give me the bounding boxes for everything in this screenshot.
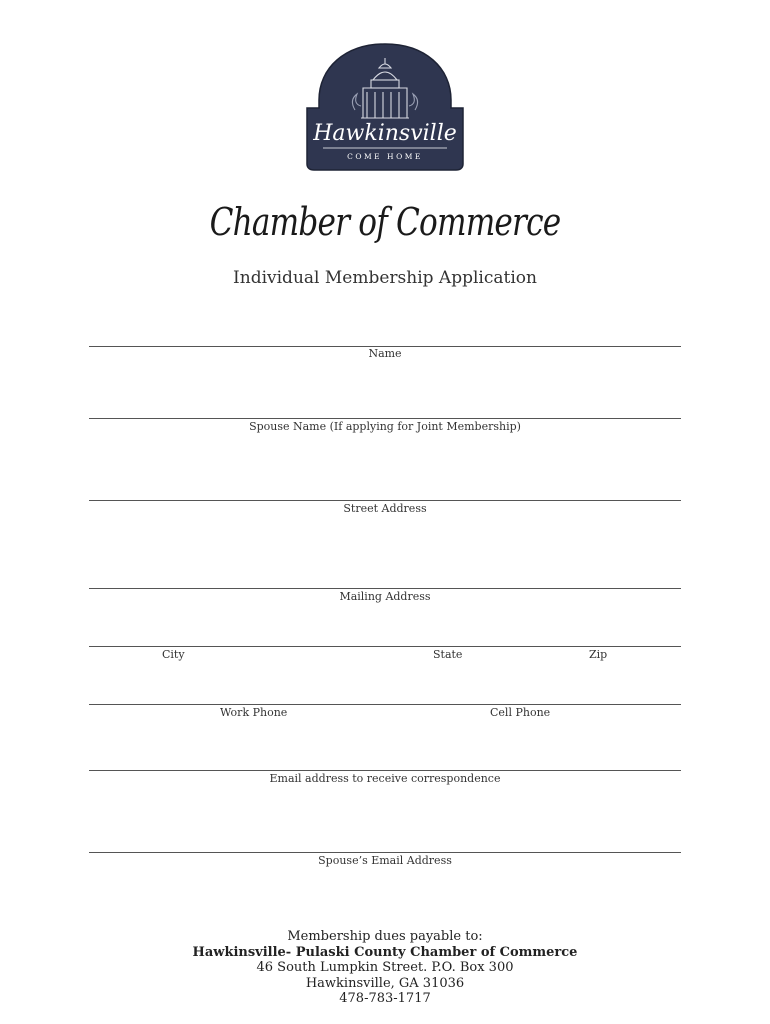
street-address-label: Street Address (343, 502, 427, 515)
cell-phone-label: Cell Phone (490, 706, 551, 719)
work-phone-label: Work Phone (220, 706, 288, 719)
footer-payable-line: Membership dues payable to: (287, 929, 483, 944)
mailing-address-field[interactable] (89, 588, 681, 589)
spouse-email-field[interactable] (89, 852, 681, 853)
footer-phone: 478-783-1717 (339, 991, 431, 1006)
email-label: Email address to receive correspondence (269, 772, 501, 785)
logo-tagline: COME HOME (347, 152, 423, 161)
page-subtitle: Individual Membership Application (233, 268, 537, 288)
mailing-address-label: Mailing Address (339, 590, 431, 603)
street-address-field[interactable] (89, 500, 681, 501)
footer (0, 929, 770, 1007)
hawkinsville-logo (305, 40, 465, 172)
city-label: City (162, 648, 185, 661)
logo-town-name: Hawkinsville (313, 121, 457, 146)
email-field[interactable] (89, 770, 681, 771)
footer-organization: Hawkinsville- Pulaski County Chamber of Commerce (192, 944, 578, 960)
footer-street: 46 South Lumpkin Street. P.O. Box 300 (256, 960, 514, 975)
phone-field[interactable] (89, 704, 681, 705)
spouse-name-label: Spouse Name (If applying for Joint Membership) (249, 420, 521, 433)
name-label: Name (368, 347, 402, 360)
footer-city: Hawkinsville, GA 31036 (305, 975, 465, 991)
spouse-name-field[interactable] (89, 418, 681, 419)
state-label: State (433, 648, 463, 661)
spouse-email-label: Spouse’s Email Address (318, 854, 452, 867)
zip-label: Zip (589, 648, 608, 661)
page-title: Chamber of Commerce (209, 200, 561, 244)
city-state-zip-field[interactable] (89, 646, 681, 647)
